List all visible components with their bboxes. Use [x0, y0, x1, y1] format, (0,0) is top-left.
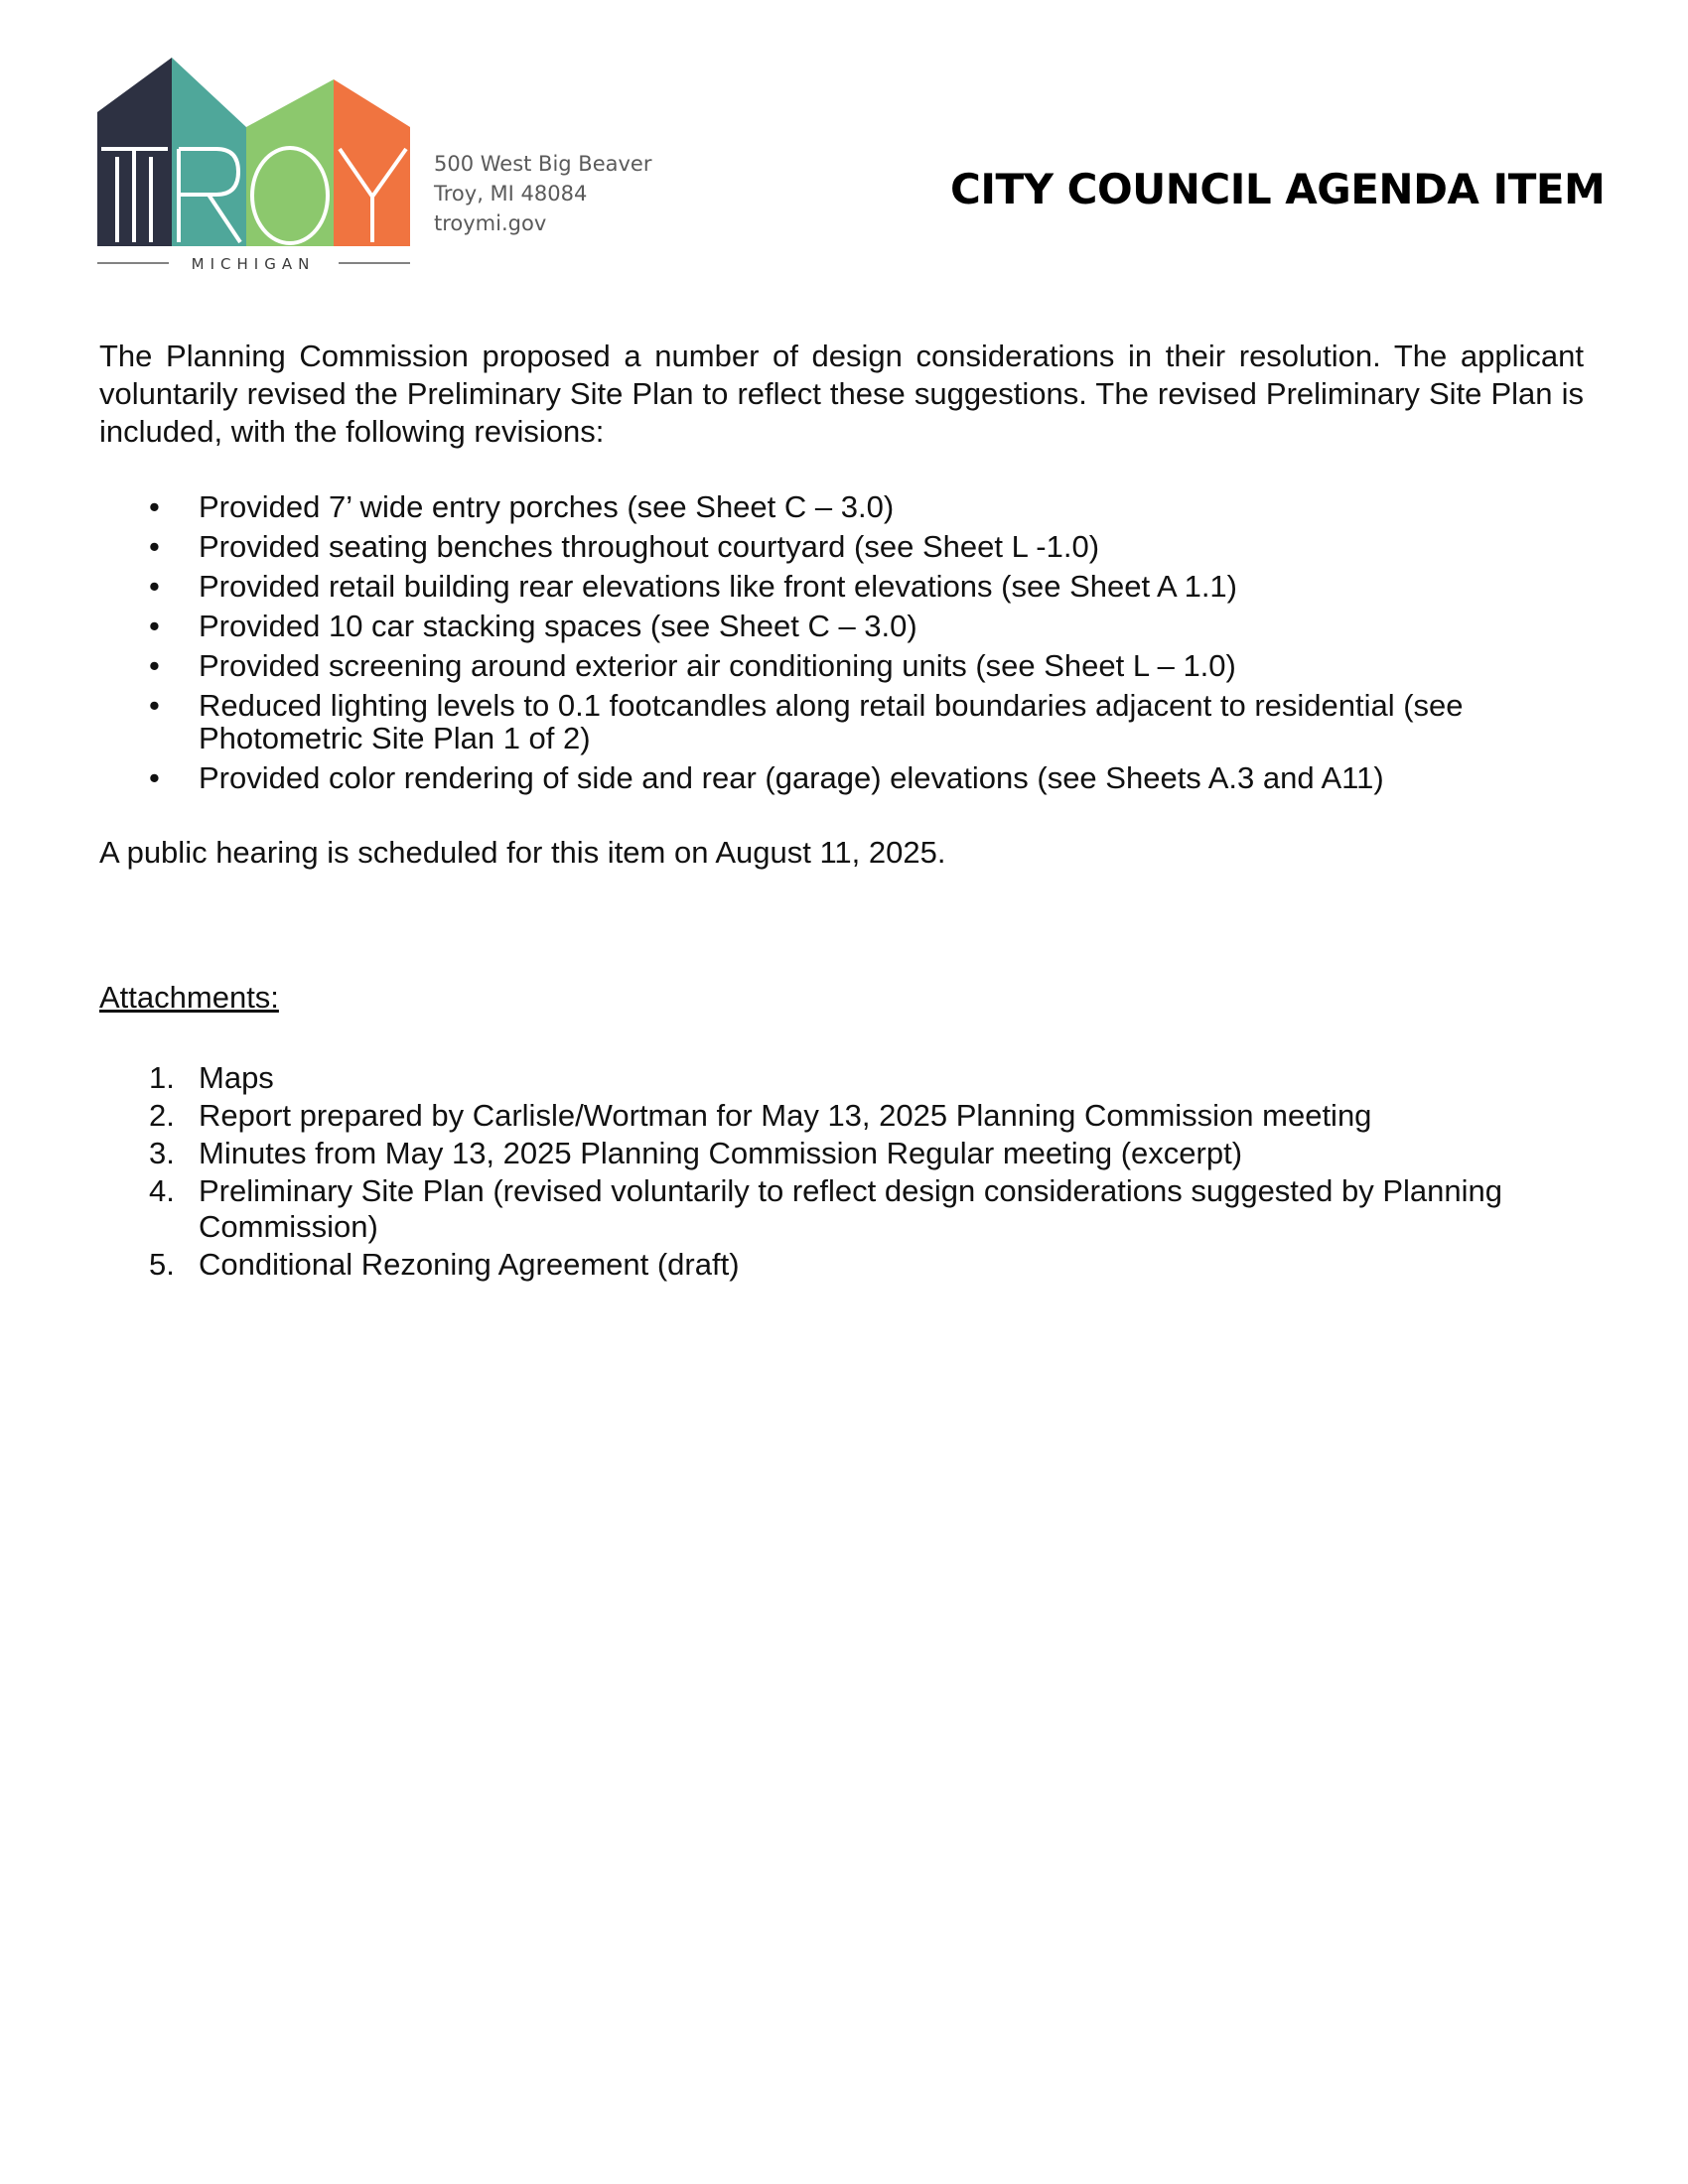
attachment-text: Minutes from May 13, 2025 Planning Commission Regular meeting (excerpt) — [199, 1136, 1243, 1170]
attachment-text: Maps — [199, 1060, 274, 1095]
revision-text: Reduced lighting levels to 0.1 footcandles along retail boundaries adjacent to residential (see Photometric Site Plan 1 of 2) — [199, 688, 1464, 755]
revision-text: Provided screening around exterior air conditioning units (see Sheet L – 1.0) — [199, 648, 1236, 683]
document-body — [99, 338, 1584, 1285]
bullet-icon: • — [149, 609, 160, 643]
list-item — [99, 689, 1584, 754]
revision-text: Provided 7’ wide entry porches (see Sheet C – 3.0) — [199, 489, 895, 524]
attachments-list — [99, 1060, 1584, 1283]
address-street: 500 West Big Beaver — [434, 152, 652, 176]
list-item — [99, 649, 1584, 682]
intro-paragraph: The Planning Commission proposed a number of design considerations in their resolution. The applicant voluntarily revised the Preliminary Site Plan to reflect these suggestions. The revised Preliminary Site Plan is included, with the following revisions: — [99, 339, 1584, 449]
attachment-number: 3. — [149, 1136, 175, 1170]
attachment-text: Preliminary Site Plan (revised voluntarily to reflect design considerations suggested by Planning Commission) — [199, 1173, 1503, 1244]
list-item — [99, 570, 1584, 603]
list-item — [99, 1098, 1584, 1134]
list-item — [99, 761, 1584, 794]
attachment-number: 2. — [149, 1098, 175, 1133]
attachments-heading: Attachments: — [99, 980, 279, 1015]
attachment-text: Conditional Rezoning Agreement (draft) — [199, 1247, 740, 1282]
logo-michigan-text: MICHIGAN — [191, 255, 316, 271]
address-city: Troy, MI 48084 — [434, 182, 588, 205]
list-item — [99, 1173, 1584, 1245]
document-title: CITY COUNCIL AGENDA ITEM — [950, 165, 1606, 213]
bullet-icon: • — [149, 489, 160, 524]
revision-text: Provided retail building rear elevations like front elevations (see Sheet A 1.1) — [199, 569, 1237, 604]
troy-michigan-logo — [97, 58, 410, 271]
city-address — [434, 149, 652, 238]
list-item — [99, 490, 1584, 523]
revision-text: Provided 10 car stacking spaces (see Sheet C – 3.0) — [199, 609, 917, 643]
list-item — [99, 1060, 1584, 1096]
bullet-icon: • — [149, 760, 160, 795]
address-website: troymi.gov — [434, 211, 547, 235]
attachment-number: 5. — [149, 1247, 175, 1282]
list-item — [99, 1136, 1584, 1171]
attachment-number: 4. — [149, 1173, 175, 1208]
list-item — [99, 610, 1584, 642]
list-item — [99, 530, 1584, 563]
revisions-list — [99, 490, 1584, 794]
revision-text: Provided seating benches throughout courtyard (see Sheet L -1.0) — [199, 529, 1100, 564]
bullet-icon: • — [149, 529, 160, 564]
bullet-icon: • — [149, 688, 160, 723]
attachment-text: Report prepared by Carlisle/Wortman for May 13, 2025 Planning Commission meeting — [199, 1098, 1372, 1133]
bullet-icon: • — [149, 648, 160, 683]
bullet-icon: • — [149, 569, 160, 604]
public-hearing-note: A public hearing is scheduled for this item on August 11, 2025. — [99, 835, 946, 870]
list-item — [99, 1247, 1584, 1283]
revision-text: Provided color rendering of side and rear (garage) elevations (see Sheets A.3 and A11) — [199, 760, 1384, 795]
attachment-number: 1. — [149, 1060, 175, 1095]
